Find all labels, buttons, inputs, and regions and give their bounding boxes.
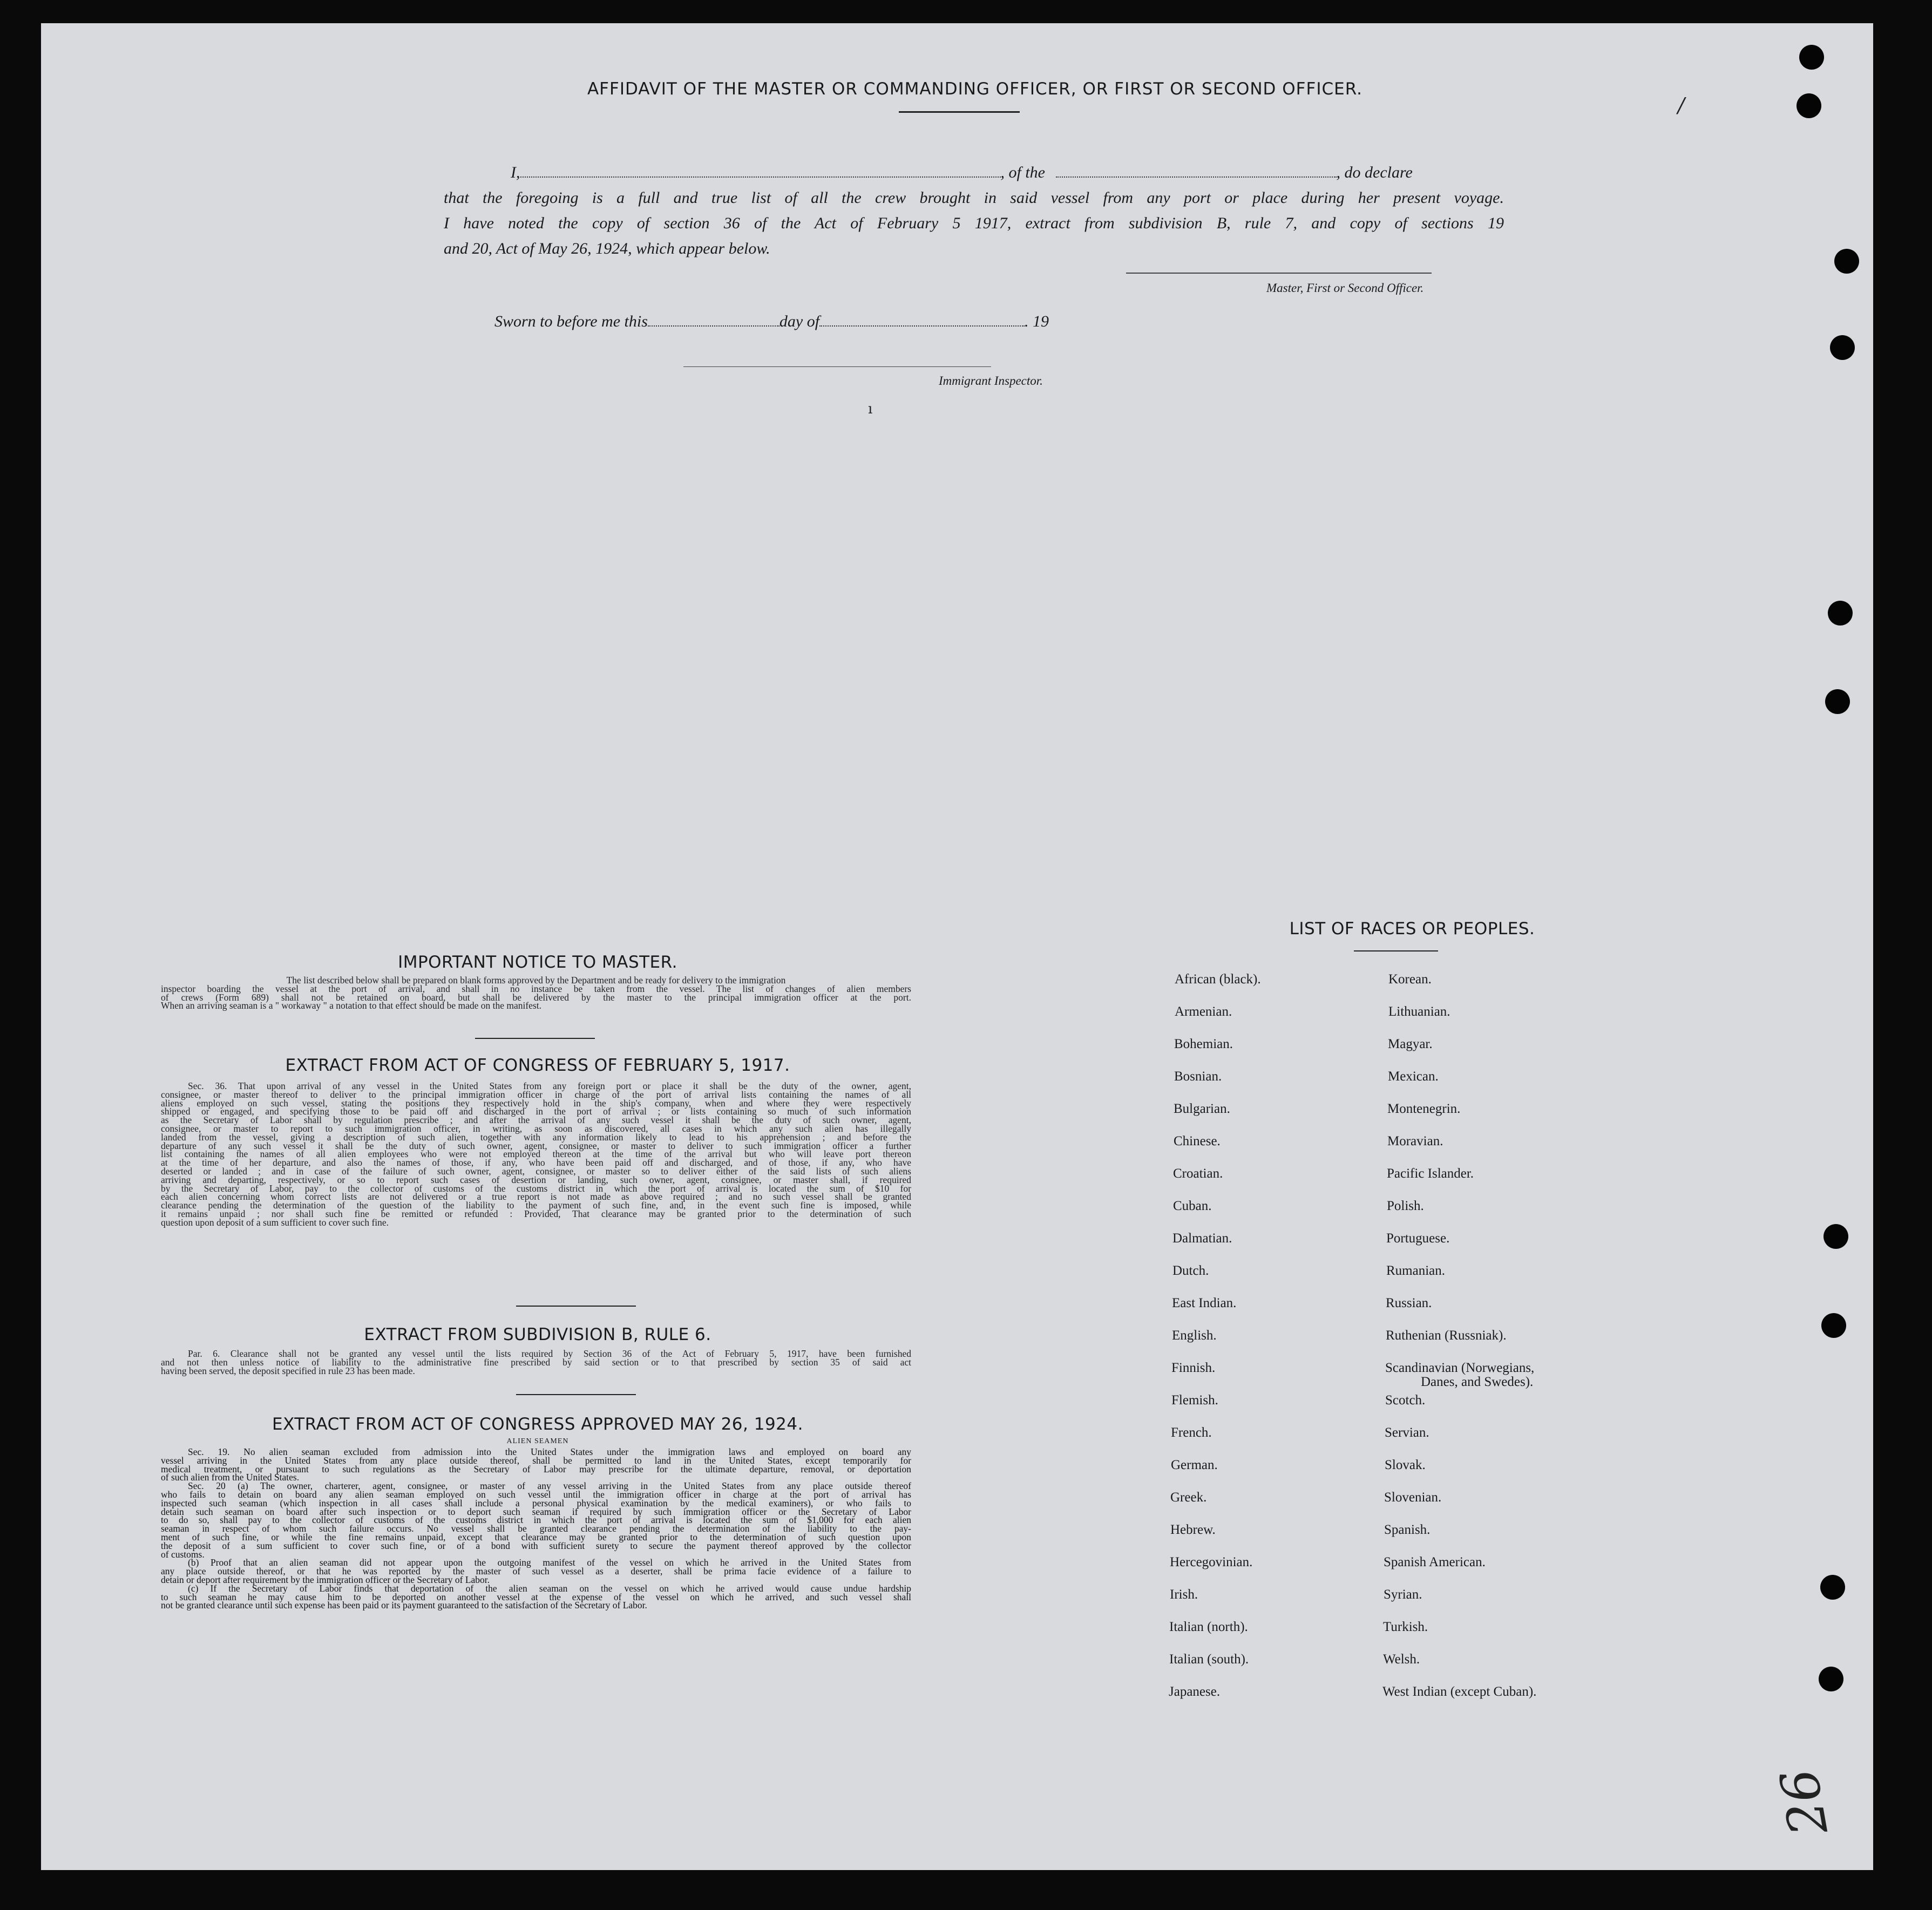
race-item: Spanish. — [1384, 1522, 1431, 1537]
scan-mark: / — [1678, 93, 1685, 117]
section-divider — [516, 1394, 636, 1395]
race-item: German. — [1171, 1458, 1218, 1472]
affidavit-line-3: I have noted the copy of section 36 of the Act of February 5 1917, extract from subdivision B, rule 7, and copy of sections 19 — [444, 214, 1504, 232]
race-item: Moravian. — [1387, 1134, 1443, 1148]
race-item: Russian. — [1386, 1296, 1432, 1310]
of-the-label: , of the — [1000, 164, 1045, 181]
sworn-line — [494, 309, 1049, 334]
race-item: Bulgarian. — [1174, 1102, 1230, 1116]
extract-rule6-text — [161, 1350, 911, 1375]
race-item: Italian (south). — [1169, 1652, 1249, 1667]
notice-line: When an arriving seaman is a " workaway " a notation to that effect should be made on the manifest. — [161, 1000, 541, 1011]
extract-1924-line: ment of such fine, or while the fine remains unpaid, except that clearance may be granted prior to the determination of such question upon — [161, 1531, 911, 1542]
extract-1917-line: Sec. 36. That upon arrival of any vessel in the United States from any foreign port or place it shall be the duty of the owner, agent, — [188, 1080, 911, 1091]
race-item: Korean. — [1388, 972, 1432, 987]
extract-1924-line: to such seaman he may cause him to be deported on another vessel at the expense of the vessel on which he arrived, and such vessel shall — [161, 1591, 911, 1602]
punch-hole — [1799, 45, 1824, 70]
race-item: Bosnian. — [1174, 1069, 1222, 1084]
race-item: Rumanian. — [1386, 1263, 1446, 1278]
race-item: Servian. — [1385, 1425, 1429, 1440]
race-item: Spanish American. — [1384, 1555, 1486, 1569]
affidavit-line-1 — [511, 160, 1504, 185]
extract-1924-line: of customs. — [161, 1548, 205, 1560]
form-sheet — [41, 23, 1873, 1870]
inspector-signature-line[interactable] — [683, 366, 991, 367]
race-item: Finnish. — [1171, 1361, 1216, 1375]
races-underline — [1354, 950, 1438, 951]
extract-1917-line: landed from the vessel, giving a description of such alien, together with any information likely to lead to his apprehension ; and before the — [161, 1131, 911, 1143]
extract-rule6-line: Par. 6. Clearance shall not be granted any vessel until the lists required by Section 36 of the Act of February 5, 1917, have been furnished — [188, 1348, 911, 1359]
sworn-label: Sworn to before me this — [494, 312, 648, 330]
extract-1924-line: (b) Proof that an alien seaman did not appear upon the outgoing manifest of the vessel on which he arrived in the United States from — [188, 1557, 911, 1568]
race-item: Scotch. — [1385, 1393, 1426, 1408]
race-item: Irish. — [1170, 1587, 1198, 1602]
race-item: Pacific Islander. — [1387, 1166, 1474, 1181]
affidavit-title: AFFIDAVIT OF THE MASTER OR COMMANDING OFFICER, OR FIRST OR SECOND OFFICER. — [587, 79, 1363, 99]
punch-hole — [1820, 1575, 1845, 1600]
extract-1917-text — [161, 1082, 911, 1227]
extract-1924-line: inspected such seaman (which inspection in all cases shall include a personal physical examination by the medical examiners), or who fails to — [161, 1497, 911, 1508]
sworn-day-field[interactable] — [648, 325, 779, 327]
race-item: Slovenian. — [1384, 1490, 1442, 1505]
affidavit-i-label: I, — [511, 164, 520, 181]
affidavit-line-4: and 20, Act of May 26, 1924, which appear below. — [444, 240, 770, 257]
race-item: Mexican. — [1388, 1069, 1439, 1084]
scan-mark: ı — [868, 401, 873, 417]
extract-1924-line: of such alien from the United States. — [161, 1472, 300, 1483]
handwritten-page-number: 26 — [1768, 1764, 1840, 1840]
race-item: Welsh. — [1383, 1652, 1420, 1667]
extract-1917-line: list containing the names of all alien employees who were not employed thereon at the time of the arrival but who will leave port thereon — [161, 1148, 911, 1160]
extract-1917-line: as the Secretary of Labor shall by regulation prescribe ; and after the arrival of any such vessel it shall be the duty of such owner, agent, — [161, 1114, 911, 1126]
extract-1924-line: detain or deport after requirement by the immigration officer or the Secretary of Labor. — [161, 1574, 490, 1585]
race-item: Armenian. — [1175, 1004, 1232, 1019]
sworn-month-field[interactable] — [819, 325, 1025, 327]
title-underline — [899, 111, 1020, 113]
race-item: Ruthenian (Russniak). — [1386, 1328, 1507, 1343]
extract-1917-line: by the Secretary of Labor, pay to the collector of customs of the customs district in which the port of arrival is located the sum of $10 for — [161, 1182, 911, 1194]
extract-1924-text — [161, 1448, 911, 1610]
punch-hole — [1819, 1667, 1843, 1691]
race-item: Syrian. — [1384, 1587, 1422, 1602]
race-item: Hebrew. — [1170, 1522, 1216, 1537]
extract-1924-line: the deposit of a sum sufficient to cover such fine, or of a bond with sufficient surety to secure the payment thereof approved by the collector — [161, 1540, 911, 1551]
race-item: Japanese. — [1169, 1684, 1221, 1699]
race-item: Lithuanian. — [1388, 1004, 1450, 1019]
do-declare-label: , do declare — [1336, 164, 1413, 181]
extract-rule6-line: and not then unless notice of liability to the administrative fine prescribed by said section or to that prescribed by section 35 of said act — [161, 1356, 911, 1368]
extract-1917-line: shipped or engaged, and specifying those to be paid off and discharged in the port of arrival ; or lists containing so much of such information — [161, 1106, 911, 1117]
race-item: French. — [1171, 1425, 1212, 1440]
extract-1917-line: consignee, or master to report to such immigration officer, in writing, as soon as discovered, all cases in which any such alien has illegally — [161, 1123, 911, 1134]
race-item: Slovak. — [1385, 1458, 1426, 1472]
race-item: Scandinavian (Norwegians, — [1385, 1361, 1535, 1375]
race-item: Flemish. — [1171, 1393, 1218, 1408]
punch-hole — [1821, 1313, 1846, 1338]
extract-1917-line: consignee, or master thereof to deliver to the principal immigration officer in charge of the port of arrival lists containing the names of all — [161, 1089, 911, 1100]
punch-hole — [1797, 93, 1821, 118]
day-of-label: day of — [779, 312, 820, 330]
punch-hole — [1834, 249, 1859, 274]
extract-1917-heading: EXTRACT FROM ACT OF CONGRESS OF FEBRUARY 5, 1917. — [285, 1056, 790, 1075]
declarant-name-field[interactable] — [520, 176, 1001, 178]
race-item: Portuguese. — [1386, 1231, 1450, 1246]
extract-1924-heading: EXTRACT FROM ACT OF CONGRESS APPROVED MAY 26, 1924. — [272, 1415, 803, 1434]
race-item: Cuban. — [1173, 1199, 1212, 1213]
race-item: West Indian (except Cuban). — [1382, 1684, 1537, 1699]
race-item: Magyar. — [1388, 1037, 1433, 1051]
vessel-name-field[interactable] — [1056, 176, 1337, 178]
extract-1917-line: aliens employed on such vessel, stating the positions they respectively hold in the ship's company, when and where they were respectively — [161, 1097, 911, 1109]
race-item: Greek. — [1170, 1490, 1207, 1505]
extract-1917-line: it remains unpaid ; nor shall such fine be remitted or refunded : Provided, That clearance may be granted prior to the determination of such — [161, 1208, 911, 1219]
extract-1924-line: not be granted clearance until such expense has been paid or its payment guaranteed to the satisfaction of the Secretary of Labor. — [161, 1600, 647, 1611]
inspector-signature-label: Immigrant Inspector. — [939, 374, 1043, 388]
race-item: East Indian. — [1172, 1296, 1237, 1310]
extract-1924-line: (c) If the Secretary of Labor finds that deportation of the alien seaman on the vessel on which he arrived would cause undue hardship — [188, 1582, 911, 1594]
punch-hole — [1823, 1224, 1848, 1249]
punch-hole — [1825, 689, 1850, 714]
race-item: African (black). — [1175, 972, 1261, 987]
extract-rule6-heading: EXTRACT FROM SUBDIVISION B, RULE 6. — [364, 1325, 711, 1344]
extract-1924-line: Sec. 20 (a) The owner, charterer, agent, consignee, or master of any vessel arriving in the United States from any place outside thereof — [188, 1480, 911, 1492]
notice-line: The list described below shall be prepared on blank forms approved by the Department and be ready for delivery to the immigration — [286, 975, 786, 985]
extract-1924-line: vessel arriving in the United States from any place outside thereof, shall be permitted to land in the United States, except temporarily for — [161, 1454, 911, 1466]
race-item: Polish. — [1387, 1199, 1424, 1213]
race-item: Italian (north). — [1169, 1620, 1248, 1634]
notice-text — [161, 976, 911, 1010]
master-signature-label: Master, First or Second Officer. — [1266, 281, 1424, 295]
extract-1924-line: medical treatment, or pursuant to such regulations as the Secretary of Labor may prescribe for the ultimate departure, removal, or deportation — [161, 1463, 911, 1474]
race-item: Bohemian. — [1174, 1037, 1233, 1051]
punch-hole — [1830, 335, 1855, 360]
extract-rule6-line: having been served, the deposit specified in rule 23 has been made. — [161, 1365, 415, 1376]
race-item: Dalmatian. — [1172, 1231, 1232, 1246]
extract-1924-line: any place outside thereof, or that he was reported by the master of such vessel as a deserter, shall be prima facie evidence of a failure to — [161, 1566, 911, 1577]
extract-1917-line: each alien concerning whom correct lists are not delivered or a true report is not made as above required ; and no such vessel shall be granted — [161, 1191, 911, 1202]
extract-1917-line: question upon deposit of a sum sufficient to cover such fine. — [161, 1216, 389, 1228]
race-item: Hercegovinian. — [1170, 1555, 1253, 1569]
race-item: Chinese. — [1174, 1134, 1221, 1148]
race-item: Croatian. — [1173, 1166, 1223, 1181]
extract-1917-line: deserted or landed ; and in case of the failure of such owner, agent, consignee, or master so to deliver either of the said lists of such aliens — [161, 1165, 911, 1177]
race-item: Danes, and Swedes). — [1421, 1375, 1534, 1389]
extract-1917-line: clearance pending the determination of the question of the liability to the payment of such fine, and, in the event such fine is imposed, while — [161, 1200, 911, 1211]
race-item: Dutch. — [1172, 1263, 1209, 1278]
extract-1924-line: seaman in respect of whom such failure occurs. No vessel shall be granted clearance pending the determination of the liability to the pay- — [161, 1523, 911, 1534]
extract-1917-line: at the time of her departure, and also the names of those, if any, who have been paid off and discharged, and of those, if any, who have — [161, 1157, 911, 1168]
race-item: Turkish. — [1383, 1620, 1428, 1634]
master-signature-line[interactable] — [1126, 273, 1432, 274]
extract-1924-line: to do so, shall pay to the collector of customs of the customs district in which the port of arrival is located the sum of $1,000 for each alien — [161, 1514, 911, 1526]
section-divider — [516, 1306, 636, 1307]
punch-hole — [1828, 601, 1853, 626]
year-label: . 19 — [1025, 312, 1049, 330]
notice-line: inspector boarding the vessel at the port of arrival, and shall in no instance be taken from the vessel. The list of changes of alien members — [161, 983, 911, 994]
race-item: English. — [1172, 1328, 1217, 1343]
notice-line: of crews (Form 689) shall not be retained on board, but shall be delivered by the master to the principal immigration officer at the port. — [161, 991, 911, 1003]
extract-1924-line: who fails to detain on board any alien seaman employed on such vessel until the immigration officer in charge at the port of arrival has — [161, 1488, 911, 1500]
alien-seamen-subheading: ALIEN SEAMEN — [506, 1437, 569, 1445]
affidavit-line-2: that the foregoing is a full and true list of all the crew brought in said vessel from any port or place during her present voyage. — [444, 189, 1504, 207]
extract-1917-line: departure of any such vessel it shall be the duty of such owner, agent, consignee, or master to deliver to such immigration officer a further — [161, 1140, 911, 1151]
race-item: Montenegrin. — [1387, 1102, 1461, 1116]
extract-1924-line: detain such seaman on board after such inspection or to deport such seaman if required by such immigration officer or the Secretary of Labor — [161, 1506, 911, 1517]
notice-heading: IMPORTANT NOTICE TO MASTER. — [398, 953, 677, 972]
extract-1917-line: arriving and departing, respectively, or so to report such cases of desertion or landing, such owner, agent, consignee, or master shall, if required — [161, 1174, 911, 1185]
races-heading: LIST OF RACES OR PEOPLES. — [1289, 919, 1535, 939]
section-divider — [475, 1038, 595, 1039]
extract-1924-line: Sec. 19. No alien seaman excluded from admission into the United States under the immigration laws and employed on board any — [188, 1446, 911, 1457]
